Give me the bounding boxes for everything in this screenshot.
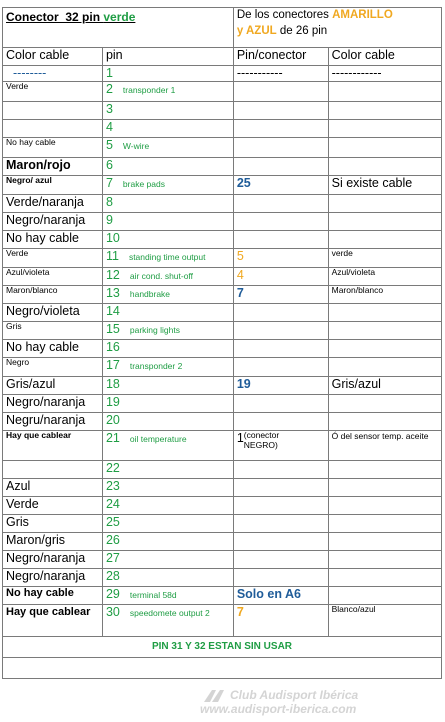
color-cable-value: Maron/rojo (6, 158, 71, 172)
pin-cell (102, 340, 233, 358)
pin-cell (102, 605, 233, 637)
color-cable-cell (3, 82, 103, 102)
pin-conector-cell (233, 304, 328, 322)
table-row (3, 195, 442, 213)
pin-conector-cell (233, 497, 328, 515)
pin-conector-cell (233, 479, 328, 497)
color-cable-value: No hay cable (6, 587, 74, 599)
color-cable-cell (3, 413, 103, 431)
color-cable-2-cell (328, 304, 441, 322)
pin-conector-value: 1 (236, 431, 244, 445)
pin-number: 12 (105, 268, 120, 282)
color-cable-2-value: Blanco/azul (331, 604, 376, 614)
pin-conector-cell (233, 461, 328, 479)
color-cable-value: Gris (6, 515, 29, 529)
pin-conector-cell (233, 158, 328, 176)
color-cable-value: Negro/naranja (6, 213, 86, 227)
pin-cell (102, 66, 233, 82)
color-cable-cell (3, 286, 103, 304)
title-prefix: Conector_32 pin (6, 10, 104, 24)
color-cable-2-cell (328, 195, 441, 213)
pin-function: brake pads (122, 179, 165, 189)
color-cable-value: Negro/naranja (6, 395, 86, 409)
table-row (3, 461, 442, 479)
pin-number: 22 (105, 461, 120, 475)
table-row (3, 479, 442, 497)
pin-conector-cell (233, 533, 328, 551)
pin-conector-value: 7 (236, 286, 244, 300)
color-cable-2-cell (328, 515, 441, 533)
pin-cell (102, 431, 233, 461)
color-cable-cell (3, 249, 103, 268)
pin-conector-cell (233, 102, 328, 120)
color-cable-2-cell (328, 533, 441, 551)
pin-number: 2 (105, 82, 113, 96)
color-cable-cell (3, 304, 103, 322)
pin-function: transponder 2 (129, 361, 183, 371)
color-cable-value: Negro/ azul (6, 175, 52, 185)
pin-number: 21 (105, 431, 120, 445)
pin-cell (102, 268, 233, 286)
pin-cell (102, 479, 233, 497)
pin-number: 10 (105, 231, 120, 245)
color-cable-2-cell (328, 377, 441, 395)
pin-number: 9 (105, 213, 113, 227)
color-cable-cell (3, 176, 103, 195)
pin-function: handbrake (129, 289, 171, 299)
color-cable-2-cell (328, 461, 441, 479)
right-header-amarillo: AMARILLO (332, 9, 393, 21)
color-cable-value: Azul (6, 479, 31, 493)
pin-cell (102, 138, 233, 158)
color-cable-value: Negro/naranja (6, 551, 86, 565)
table-row (3, 213, 442, 231)
pin-cell (102, 587, 233, 605)
pin-cell (102, 231, 233, 249)
table-row (3, 431, 442, 461)
table-row (3, 231, 442, 249)
color-cable-value: Verde (6, 497, 39, 511)
color-cable-cell (3, 461, 103, 479)
pin-number: 8 (105, 195, 113, 209)
pin-cell (102, 249, 233, 268)
color-cable-2-cell (328, 431, 441, 461)
pin-conector-note: (conector NEGRO) (243, 430, 280, 450)
pin-cell (102, 533, 233, 551)
table-row (3, 158, 442, 176)
table-row (3, 413, 442, 431)
color-cable-2-cell (328, 395, 441, 413)
table-row (3, 322, 442, 340)
pin-cell (102, 461, 233, 479)
pin-cell (102, 358, 233, 377)
color-cable-value: No hay cable (6, 340, 79, 354)
color-cable-value: Maron/gris (6, 533, 66, 547)
pin-number: 24 (105, 497, 120, 511)
color-cable-value: Negro (6, 357, 30, 367)
color-cable-value: Gris (6, 321, 22, 331)
table-row (3, 515, 442, 533)
pin-conector-cell (233, 587, 328, 605)
pin-number: 26 (105, 533, 120, 547)
table-row (3, 377, 442, 395)
pin-conector-cell (233, 268, 328, 286)
color-cable-cell (3, 231, 103, 249)
color-cable-2-cell (328, 340, 441, 358)
color-cable-value: Verde (6, 81, 29, 91)
pin-cell (102, 395, 233, 413)
pin-number: 20 (105, 413, 120, 427)
color-cable-2-cell (328, 286, 441, 304)
pin-conector-cell (233, 551, 328, 569)
footer-note: PIN 31 Y 32 ESTAN SIN USAR (151, 641, 293, 653)
pin-number: 30 (105, 605, 120, 619)
color-cable-cell (3, 138, 103, 158)
placeholder-color-cable (3, 66, 103, 82)
right-header-suffix: de 26 pin (276, 24, 328, 37)
pin-function: W-wire (122, 141, 150, 151)
pin-cell (102, 120, 233, 138)
pin-number: 6 (105, 158, 113, 172)
right-header-azul: y AZUL (236, 24, 277, 37)
color-cable-2-cell (328, 479, 441, 497)
pin-conector-cell (233, 358, 328, 377)
table-row (3, 569, 442, 587)
table-row (3, 340, 442, 358)
pin-function: parking lights (129, 325, 180, 335)
col-header-color-cable-2: Color cable (328, 48, 441, 66)
pin-conector-cell (233, 120, 328, 138)
table-row (3, 286, 442, 304)
placeholder-row (3, 66, 442, 82)
footer-cell (3, 637, 442, 658)
pin-function: air cond. shut-off (129, 271, 194, 281)
color-cable-cell (3, 395, 103, 413)
pin-cell (102, 551, 233, 569)
pin-cell (102, 286, 233, 304)
left-header-cell (3, 8, 234, 48)
pin-function: standing time output (128, 252, 206, 262)
pin-conector-value: 19 (236, 377, 251, 391)
pin-number: 14 (105, 304, 120, 318)
color-cable-cell (3, 268, 103, 286)
table-row (3, 304, 442, 322)
blank-row (3, 658, 442, 679)
connector-32-title (6, 10, 135, 24)
color-cable-value: Azul/violeta (6, 267, 50, 277)
pin-number: 18 (105, 377, 120, 391)
color-cable-2-cell (328, 569, 441, 587)
pin-conector-value: 25 (236, 176, 251, 190)
pin-cell (102, 569, 233, 587)
pin-conector-cell (233, 213, 328, 231)
color-cable-cell (3, 358, 103, 377)
pin-number: 25 (105, 515, 120, 529)
pin-function: terminal 58d (129, 590, 177, 600)
placeholder-color-cable-2 (328, 66, 441, 82)
col-header-color-cable: Color cable (3, 48, 103, 66)
color-cable-2-cell (328, 176, 441, 195)
col-header-pin: pin (102, 48, 233, 66)
color-cable-value: Gris/azul (6, 377, 56, 391)
pin-number: 1 (105, 66, 113, 80)
right-header-prefix: De los conectores (236, 9, 333, 21)
pin-conector-cell (233, 377, 328, 395)
table-row (3, 120, 442, 138)
color-cable-2-cell (328, 158, 441, 176)
color-cable-2-cell (328, 358, 441, 377)
color-cable-value: Verde (6, 248, 29, 258)
pin-number: 4 (105, 120, 113, 134)
placeholder-dashes: ------------ (331, 66, 382, 80)
pin-cell (102, 176, 233, 195)
pin-number: 3 (105, 102, 113, 116)
color-cable-2-value: Ó del sensor temp. aceite (331, 431, 429, 441)
table-row (3, 587, 442, 605)
pin-cell (102, 413, 233, 431)
color-cable-value: Negro/naranja (6, 569, 86, 583)
pin-conector-cell (233, 395, 328, 413)
pin-conector-cell (233, 82, 328, 102)
pin-number: 19 (105, 395, 120, 409)
color-cable-value: No hay cable (6, 137, 56, 147)
color-cable-value: No hay cable (6, 231, 79, 245)
color-cable-value: Hay que cablear (6, 606, 91, 618)
pin-cell (102, 497, 233, 515)
color-cable-2-cell (328, 249, 441, 268)
watermark-url: www.audisport-iberica.com (200, 702, 357, 716)
color-cable-2-cell (328, 551, 441, 569)
pin-number: 15 (105, 322, 120, 336)
color-cable-value: Verde/naranja (6, 195, 84, 209)
pin-cell (102, 377, 233, 395)
pin-number: 13 (105, 286, 120, 300)
color-cable-cell (3, 515, 103, 533)
table-row (3, 102, 442, 120)
pin-number: 23 (105, 479, 120, 493)
pin-cell (102, 213, 233, 231)
color-cable-value: Maron/blanco (6, 285, 58, 295)
color-cable-2-cell (328, 605, 441, 637)
table-row (3, 551, 442, 569)
pin-conector-cell (233, 413, 328, 431)
pin-cell (102, 304, 233, 322)
pin-number: 28 (105, 569, 120, 583)
color-cable-2-cell (328, 587, 441, 605)
color-cable-2-value: Azul/violeta (331, 267, 376, 277)
table-row (3, 82, 442, 102)
color-cable-cell (3, 213, 103, 231)
color-cable-cell (3, 587, 103, 605)
col-header-pin-conector: Pin/conector (233, 48, 328, 66)
placeholder-dashes: -------- (13, 66, 47, 80)
table-row (3, 358, 442, 377)
pin-function: speedomete output 2 (129, 608, 210, 618)
pin-number: 7 (105, 176, 113, 190)
table-row (3, 249, 442, 268)
color-cable-cell (3, 377, 103, 395)
color-cable-2-cell (328, 497, 441, 515)
color-cable-2-value: Maron/blanco (331, 285, 384, 295)
color-cable-2-cell (328, 213, 441, 231)
pin-number: 16 (105, 340, 120, 354)
pin-conector-cell (233, 231, 328, 249)
pin-function: oil temperature (129, 434, 187, 444)
color-cable-value: Hay que cablear (6, 430, 72, 440)
color-cable-value: Negru/naranja (6, 413, 86, 427)
pin-cell (102, 158, 233, 176)
pin-cell (102, 102, 233, 120)
color-cable-2-value: verde (331, 248, 353, 258)
pin-conector-cell (233, 195, 328, 213)
placeholder-pin-conector (233, 66, 328, 82)
table-row (3, 497, 442, 515)
pin-number: 27 (105, 551, 120, 565)
header-row (3, 8, 442, 48)
pin-conector-cell (233, 431, 328, 461)
pin-number: 17 (105, 358, 120, 372)
watermark-club: Club Audisport Ibérica (230, 688, 359, 702)
color-cable-cell (3, 497, 103, 515)
color-cable-cell (3, 158, 103, 176)
pin-conector-cell (233, 249, 328, 268)
watermark (200, 688, 440, 722)
color-cable-cell (3, 102, 103, 120)
color-cable-cell (3, 551, 103, 569)
color-cable-cell (3, 120, 103, 138)
pin-number: 5 (105, 138, 113, 152)
table-row (3, 138, 442, 158)
color-cable-cell (3, 322, 103, 340)
right-header-cell (233, 8, 441, 48)
pin-conector-value: 4 (236, 268, 244, 282)
color-cable-cell (3, 569, 103, 587)
pin-conector-cell (233, 515, 328, 533)
audisport-logo-icon (202, 689, 226, 703)
pin-conector-cell (233, 138, 328, 158)
color-cable-2-cell (328, 120, 441, 138)
pin-function: transponder 1 (122, 85, 176, 95)
pinout-table (2, 7, 442, 679)
pin-number: 11 (105, 249, 119, 263)
table-row (3, 176, 442, 195)
title-color-word: verde (103, 10, 136, 24)
placeholder-dashes: ----------- (236, 66, 283, 80)
footer-row (3, 637, 442, 658)
pin-conector-cell (233, 176, 328, 195)
pinout-sheet (2, 7, 442, 679)
color-cable-cell (3, 605, 103, 637)
table-row (3, 533, 442, 551)
table-row (3, 268, 442, 286)
color-cable-2-cell (328, 268, 441, 286)
color-cable-cell (3, 340, 103, 358)
pin-number: 29 (105, 587, 120, 601)
table-row (3, 395, 442, 413)
pin-conector-cell (233, 286, 328, 304)
color-cable-cell (3, 195, 103, 213)
color-cable-cell (3, 479, 103, 497)
color-cable-2-cell (328, 82, 441, 102)
color-cable-2-cell (328, 138, 441, 158)
color-cable-value: Negro/violeta (6, 304, 80, 318)
table-row (3, 605, 442, 637)
pin-conector-cell (233, 322, 328, 340)
pin-conector-cell (233, 569, 328, 587)
pin-cell (102, 195, 233, 213)
pin-conector-value: Solo en A6 (236, 587, 301, 601)
color-cable-2-cell (328, 102, 441, 120)
pin-conector-value: 5 (236, 249, 244, 263)
color-cable-2-value: Gris/azul (331, 377, 381, 391)
pin-cell (102, 322, 233, 340)
color-cable-2-value: Si existe cable (331, 176, 413, 190)
color-cable-2-cell (328, 413, 441, 431)
color-cable-2-cell (328, 322, 441, 340)
pin-conector-cell (233, 340, 328, 358)
color-cable-cell (3, 533, 103, 551)
color-cable-cell (3, 431, 103, 461)
pin-cell (102, 82, 233, 102)
pin-cell (102, 515, 233, 533)
pin-conector-cell (233, 605, 328, 637)
blank-cell (3, 658, 442, 679)
color-cable-2-cell (328, 231, 441, 249)
pin-conector-value: 7 (236, 605, 244, 619)
column-header-row (3, 48, 442, 66)
